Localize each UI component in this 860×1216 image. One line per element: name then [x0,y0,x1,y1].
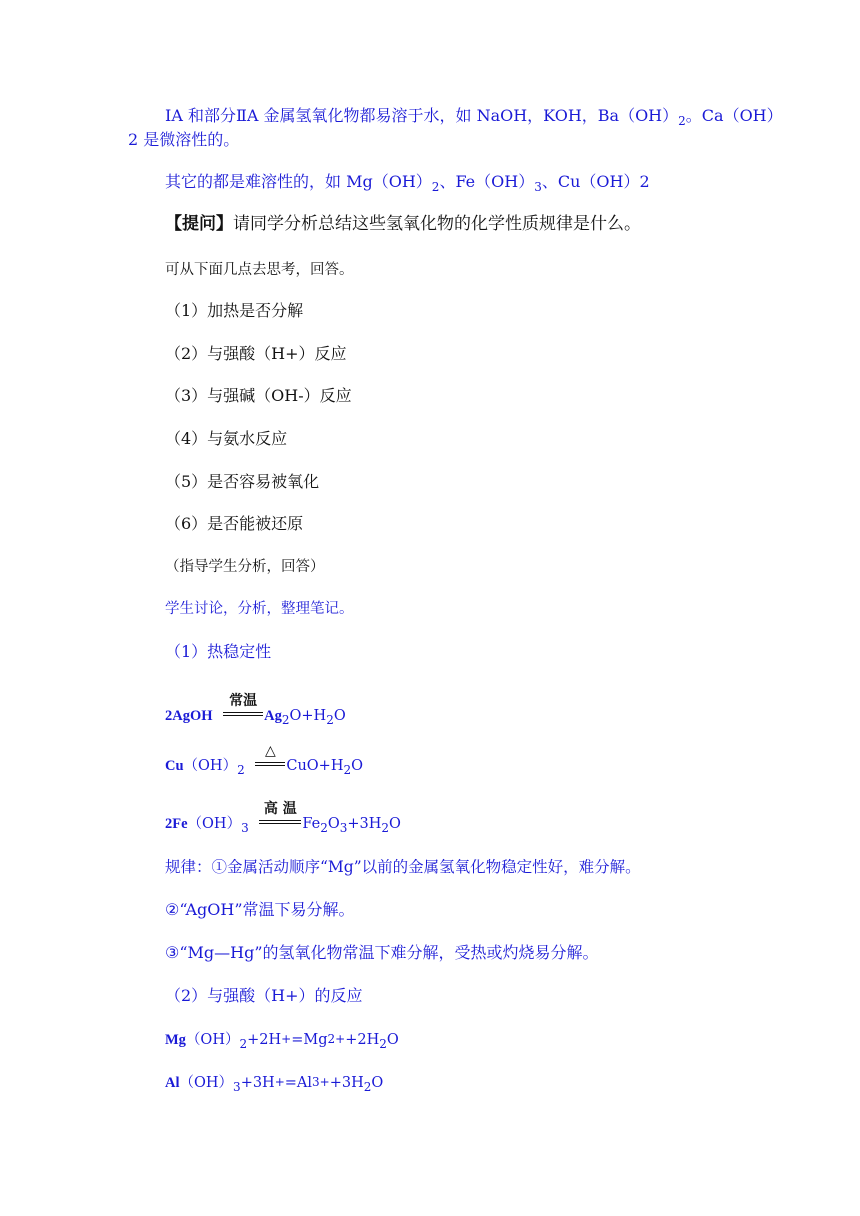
section1-title: （1）热稳定性 [165,642,272,661]
intro-line2-lead: 2 [128,130,139,149]
eq3-right-d: O [389,816,401,832]
eq1-right-c: O [333,708,346,724]
rule-item: ③“Mg—Hg”的氢氧化物常温下难分解，受热或灼烧易分解。 [165,943,599,962]
eq1-right-b: O+H [289,708,327,724]
eq1-right-a: Ag [264,708,282,724]
eq2-left-sub: 2 [237,763,245,777]
eq3-right-b: O [327,816,340,832]
eq2-right-sub: 2 [343,763,352,777]
eq1-condition-label: 常温 [229,693,258,709]
eq3-right-sub3: 2 [381,821,390,835]
acid-eq2-b: （OH） [179,1075,234,1091]
acid-eq2-a: Al [165,1075,180,1091]
eq1-right-sub1: 2 [281,713,290,727]
acid-eq1-s3: 2+ [327,1032,346,1046]
eq2-left-b: （OH） [183,758,238,774]
acid-eq2-c: +3H [240,1075,275,1091]
thermal-equation-3 [165,801,401,835]
eq2-left-a: Cu [165,758,184,774]
eq1-condition [223,693,263,720]
point-item: （3）与强碱（OH-）反应 [165,386,352,405]
intro-line2-rest: 是微溶性的。 [138,130,240,149]
point-item: （5）是否容易被氧化 [165,472,320,491]
point-item: （1）加热是否分解 [165,301,304,320]
section2-title: （2）与强酸（H+）的反应 [165,986,363,1005]
acid-eq2-f: O [371,1075,384,1091]
acid-eq1-f: O [386,1032,399,1048]
acid-eq2-s2: + [274,1075,285,1089]
intro-paragraph-line2 [128,130,239,150]
eq2-right-b: O [351,758,363,774]
intro-paragraph-line1 [165,106,783,127]
eq3-left-sub: 3 [241,821,249,835]
eq3-right-sub2: 3 [339,821,348,835]
hint-text: 可从下面几点去思考，回答。 [165,262,354,278]
question-tag: 【提问】 [165,214,233,234]
acid-eq1-c: +2H [247,1032,282,1048]
acid-eq1-e: +2H [345,1032,380,1048]
question-text: 请同学分析总结这些氢氧化物的化学性质规律是什么。 [233,214,641,234]
acid-eq2-e: +3H [329,1075,364,1091]
eq3-left-a: 2Fe [165,816,188,832]
intro-subscript: 2 [678,114,686,128]
eq3-left-b: （OH） [187,816,242,832]
discussion-text: 学生讨论，分析，整理笔记。 [165,601,354,617]
acid-eq1-s1: 2 [239,1037,248,1051]
thermal-equation-2 [165,743,363,777]
intro-text: ⅠA 和部分ⅡA 金属氢氧化物都易溶于水，如 NaOH，KOH，Ba（OH） [165,106,679,125]
eq2-condition-label: △ [264,743,276,759]
guide-text: （指导学生分析，回答） [165,559,325,575]
insoluble-sub-1: 2 [431,180,440,194]
insoluble-text-1: 其它的都是难溶性的，如 Mg（OH） [165,172,432,191]
rule-item: ②“AgOH”常温下易分解。 [165,900,355,919]
eq3-condition [259,801,301,828]
eq3-right-sub1: 2 [320,821,328,835]
eq3-right-a: Fe [302,816,321,832]
point-item: （4）与氨水反应 [165,429,288,448]
eq1-left: 2AgOH [165,708,213,724]
insoluble-text-3: 、Cu（OH）2 [541,172,650,191]
acid-eq2-s3: 3+ [312,1075,330,1089]
thermal-equation-1 [165,693,346,727]
insoluble-text-2: 、Fe（OH） [439,172,535,191]
acid-eq1-b: （OH） [185,1032,240,1048]
eq3-right-c: +3H [347,816,382,832]
acid-eq2-d: =Al [284,1075,313,1091]
point-item: （6）是否能被还原 [165,514,304,533]
acid-eq2-s4: 2 [363,1080,372,1094]
eq3-condition-label: 高 温 [263,801,297,817]
eq1-right-sub2: 2 [326,713,334,727]
acid-eq1-s4: 2 [379,1037,387,1051]
eq2-condition [255,743,285,770]
eq2-right-a: CuO+H [286,758,344,774]
question-paragraph [165,214,641,234]
insoluble-paragraph [165,172,650,193]
acid-eq1-a: Mg [165,1032,186,1048]
insoluble-sub-2: 3 [534,180,542,194]
rule-item: 规律：①金属活动顺序“Mg”以前的金属氢氧化物稳定性好，难分解。 [165,858,641,876]
acid-eq2-s1: 3 [233,1080,241,1094]
point-item: （2）与强酸（H+）反应 [165,344,347,363]
acid-equation-2 [165,1073,383,1093]
intro-tail: 。Ca（OH） [685,106,783,125]
acid-eq1-d: =Mg [291,1032,328,1048]
acid-eq1-s2: + [281,1032,292,1046]
acid-equation-1 [165,1030,399,1050]
